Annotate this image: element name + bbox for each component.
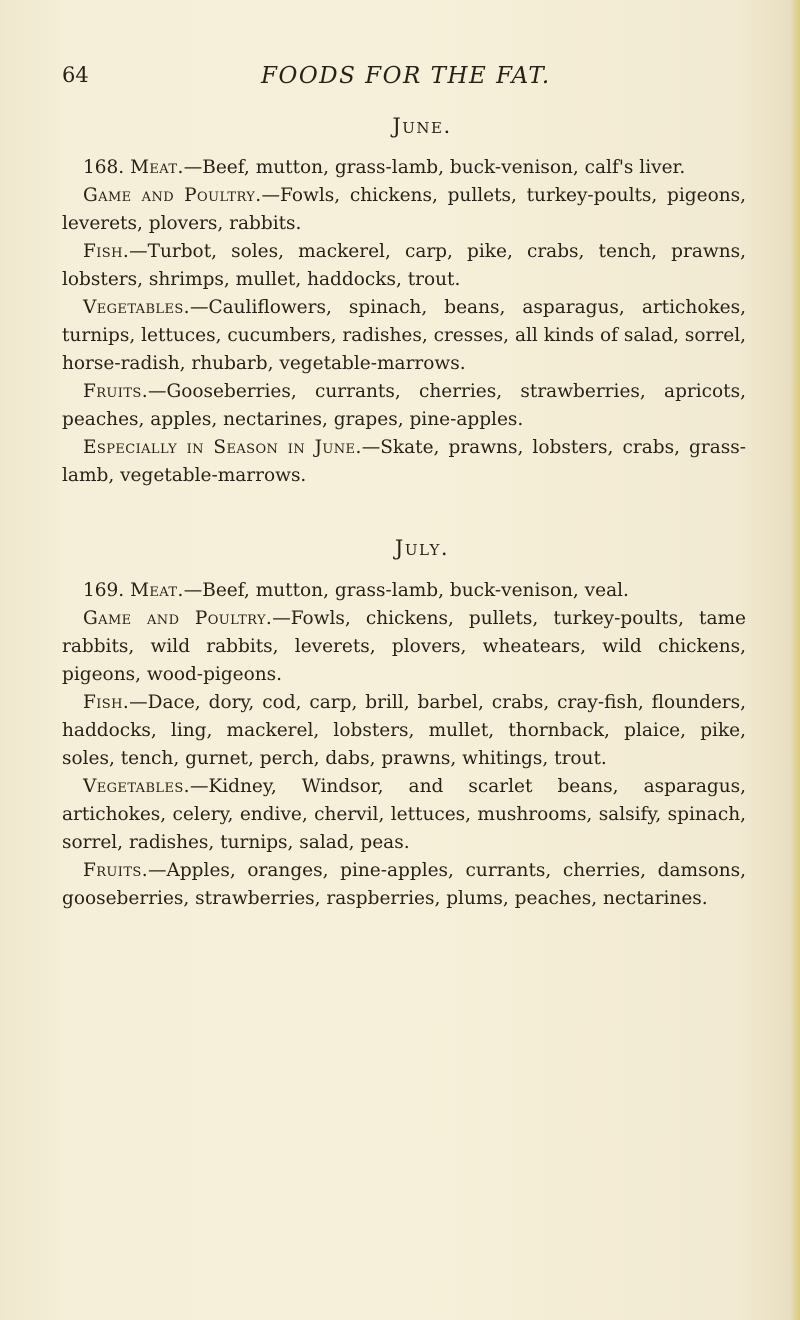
- vegetables-label: Vegetables.: [83, 776, 190, 797]
- july-fish-paragraph: [62, 689, 746, 773]
- fish-label: Fish.: [83, 241, 130, 262]
- game-poultry-list: —Fowls, chickens, pullets, turkey-poults, pigeons, leverets, plovers, rabbits.: [62, 185, 746, 234]
- game-poultry-label: Game and Poultry.: [83, 185, 262, 206]
- july-fruits-paragraph: [62, 857, 746, 913]
- fruits-list: —Apples, oranges, pine-apples, currants, cherries, damsons, gooseberries, strawberries, raspberries, plums, peaches, nectarines.: [62, 860, 746, 909]
- june-especially-paragraph: [62, 434, 746, 490]
- running-title: FOODS FOR THE FAT.: [261, 63, 551, 89]
- july-game-poultry-paragraph: [62, 605, 746, 689]
- fish-list: —Turbot, soles, mackerel, carp, pike, crabs, tench, prawns, lobsters, shrimps, mullet, haddocks, trout.: [62, 241, 746, 290]
- july-vegetables-paragraph: [62, 773, 746, 857]
- fish-list: —Dace, dory, cod, carp, brill, barbel, crabs, cray-fish, flounders, haddocks, ling, mackerel, lobsters, mullet, thornback, plaice, pike, soles, tench, gurnet, perch, dabs, prawns, whitings, trout.: [62, 692, 746, 769]
- especially-label: Especially in Season in June.: [83, 437, 362, 458]
- july-section: [62, 577, 746, 913]
- june-meat-paragraph: [62, 154, 746, 182]
- june-section: [62, 154, 746, 490]
- june-game-poultry-paragraph: [62, 182, 746, 238]
- paragraph-number: 168.: [83, 157, 131, 178]
- page-edge: [790, 0, 800, 1320]
- game-poultry-list: —Fowls, chickens, pullets, turkey-poults, tame rabbits, wild rabbits, leverets, plovers, wheatears, wild chickens, pigeons, wood-pigeons.: [62, 608, 746, 685]
- june-fruits-paragraph: [62, 378, 746, 434]
- july-meat-paragraph: [62, 577, 746, 605]
- page-number: 64: [62, 63, 89, 87]
- game-poultry-label: Game and Poultry.: [83, 608, 273, 629]
- meat-list: —Beef, mutton, grass-lamb, buck-venison, veal.: [183, 580, 629, 601]
- vegetables-list: —Kidney, Windsor, and scarlet beans, asparagus, artichokes, celery, endive, chervil, lettuces, mushrooms, salsify, spinach, sorrel, radishes, turnips, salad, peas.: [62, 776, 746, 853]
- fruits-label: Fruits.: [83, 381, 148, 402]
- fish-label: Fish.: [83, 692, 130, 713]
- page-header: [62, 63, 742, 93]
- paragraph-number: 169.: [83, 580, 131, 601]
- meat-list: —Beef, mutton, grass-lamb, buck-venison, calf's liver.: [183, 157, 686, 178]
- meat-label: Meat.: [130, 157, 184, 178]
- june-vegetables-paragraph: [62, 294, 746, 378]
- meat-label: Meat.: [130, 580, 184, 601]
- vegetables-list: —Cauliflowers, spinach, beans, asparagus, artichokes, turnips, lettuces, cucumbers, radishes, cresses, all kinds of salad, sorrel, horse-radish, rhubarb, vegetable-marrows.: [62, 297, 746, 374]
- vegetables-label: Vegetables.: [83, 297, 190, 318]
- especially-list: —Skate, prawns, lobsters, crabs, grass-lamb, vegetable-marrows.: [62, 437, 747, 486]
- fruits-label: Fruits.: [83, 860, 148, 881]
- july-heading: July.: [394, 536, 450, 560]
- june-fish-paragraph: [62, 238, 746, 294]
- fruits-list: —Gooseberries, currants, cherries, strawberries, apricots, peaches, apples, nectarines, grapes, pine-apples.: [62, 381, 746, 430]
- june-heading: June.: [392, 114, 452, 138]
